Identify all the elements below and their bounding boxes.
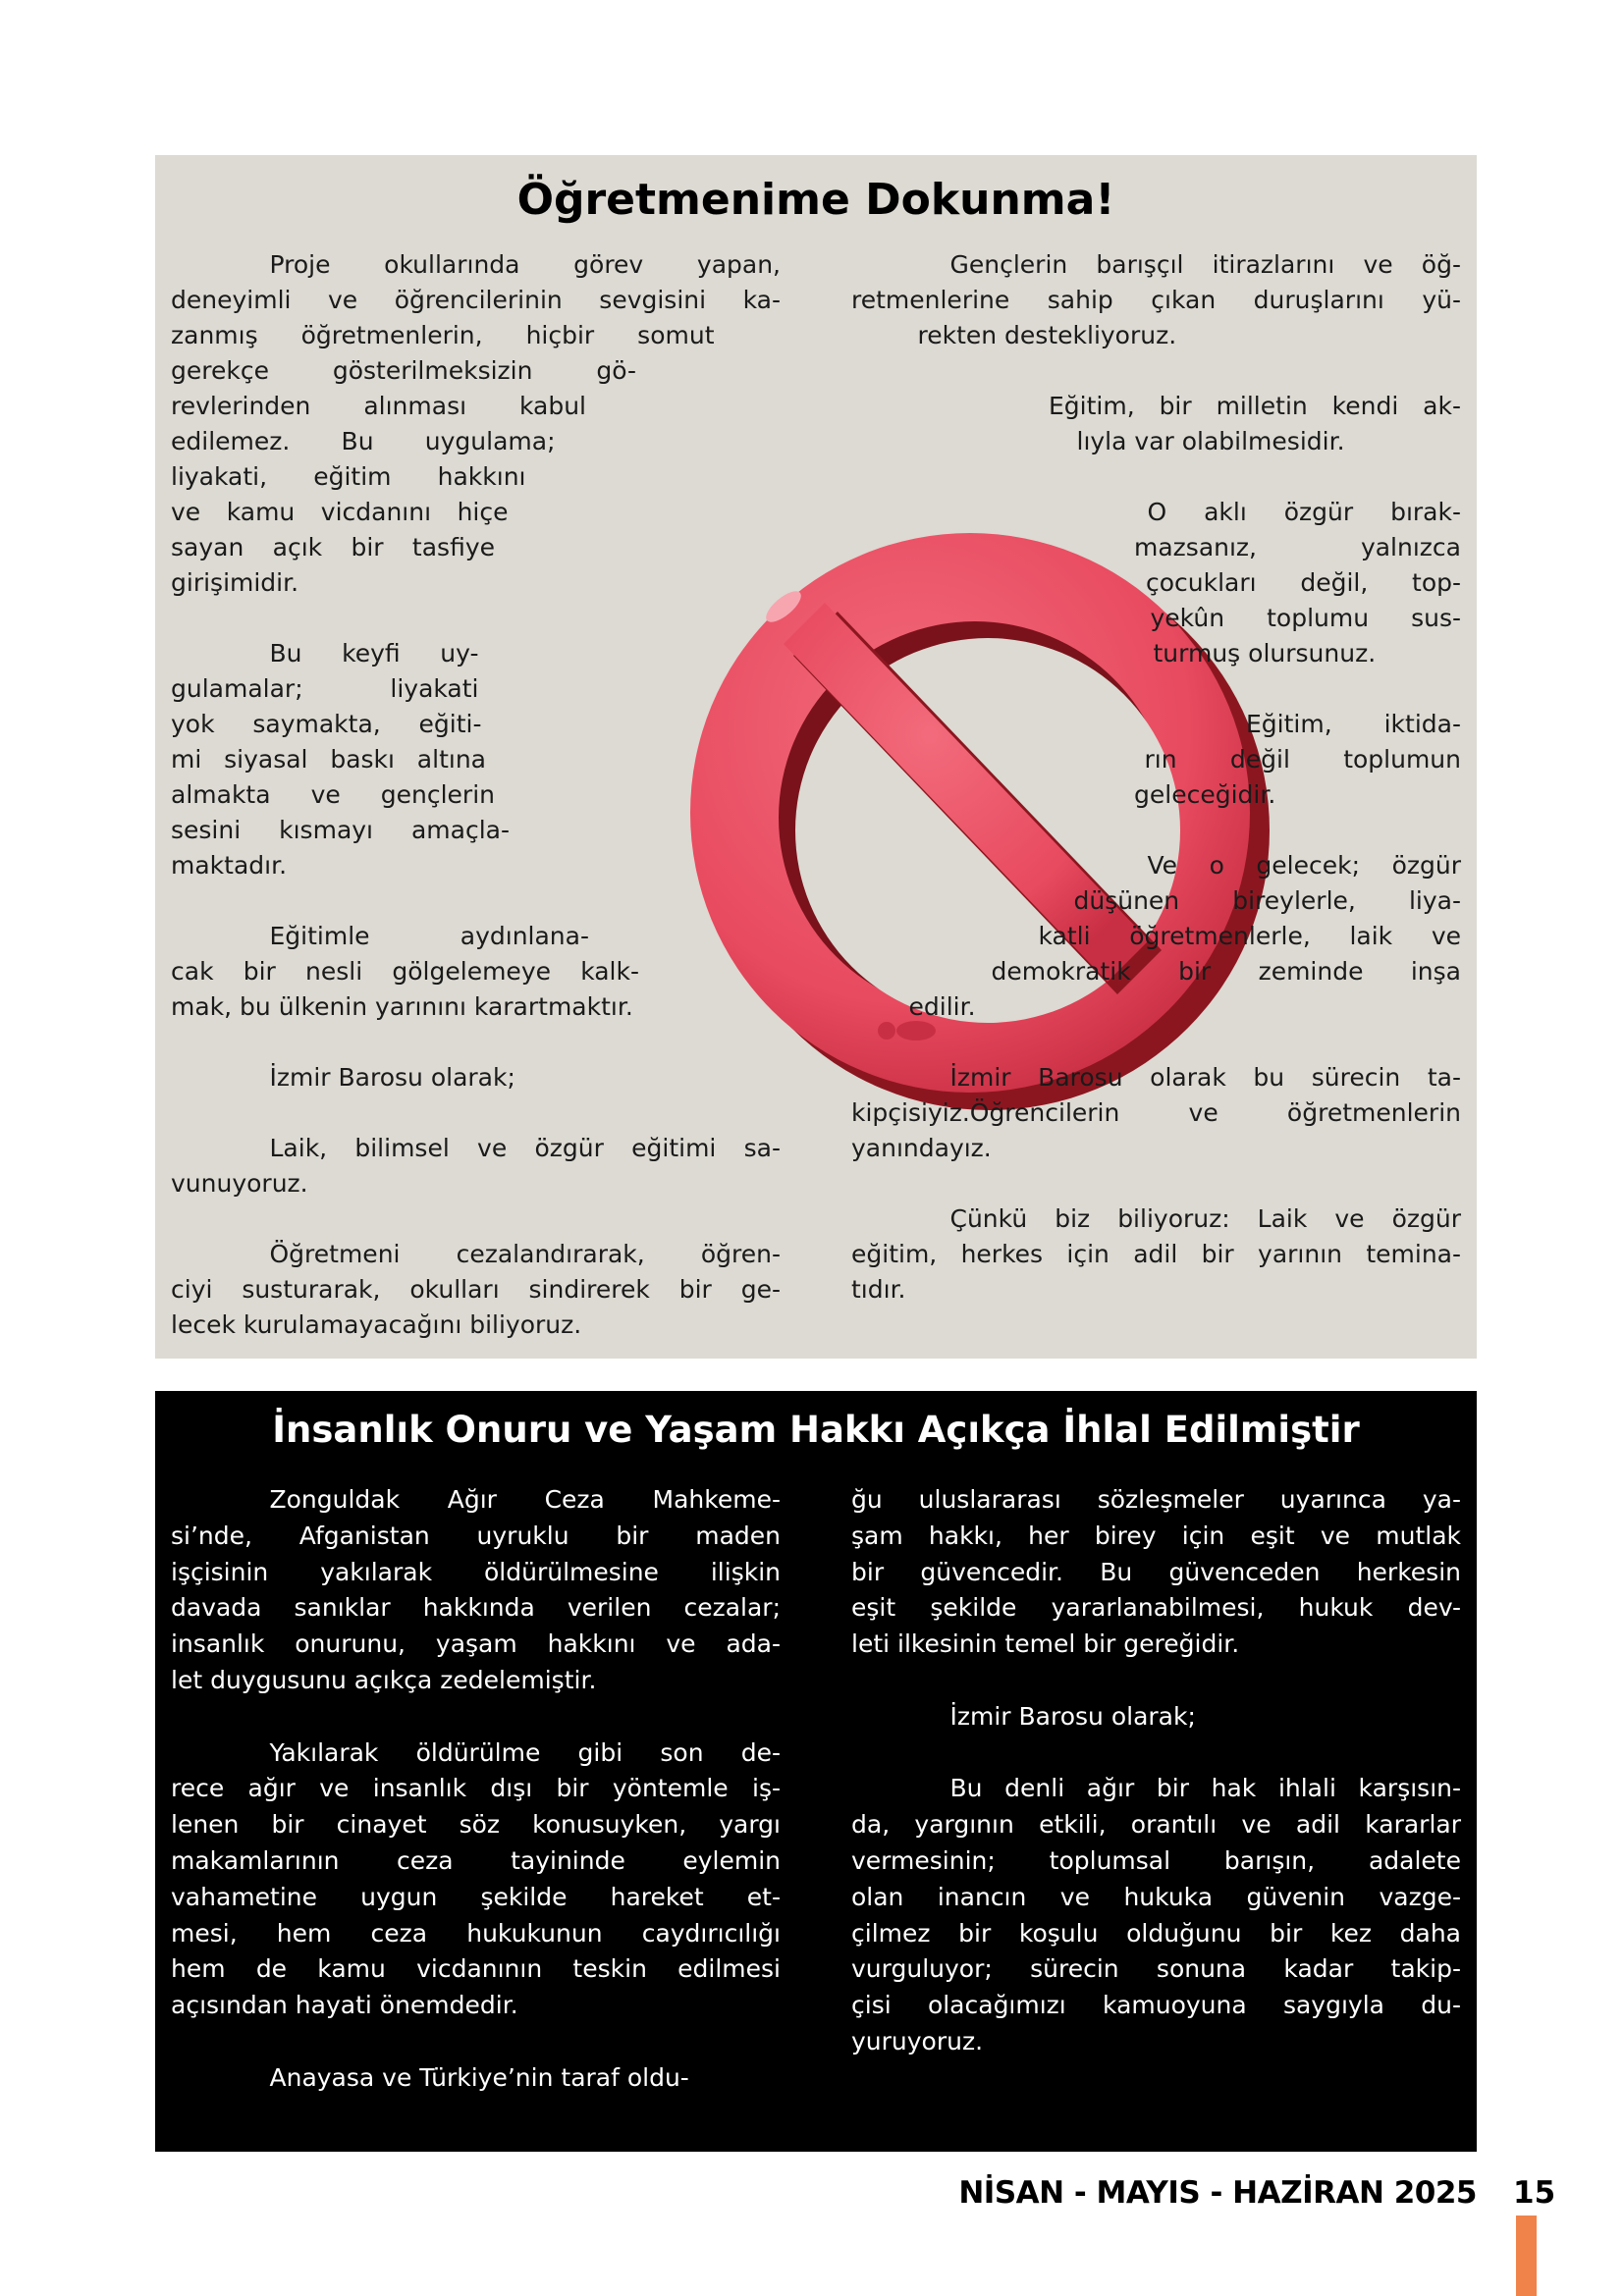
paragraph-line: insanlık onurunu, yaşam hakkını ve ada- xyxy=(171,1629,781,1659)
paragraph-line: eğitim, herkes için adil bir yarının temina- xyxy=(851,1240,1461,1268)
paragraph-line: girişimidir. xyxy=(171,568,299,597)
paragraph-line: edilemez. Bu uygulama; xyxy=(171,427,556,455)
paragraph-line: mazsanız, yalnızca xyxy=(1134,533,1461,561)
paragraph-line: mesi, hem ceza hukukunun caydırıcılığı xyxy=(171,1918,781,1948)
article-insanlik-onuru xyxy=(155,1391,1477,2152)
article-title: Öğretmenime Dokunma! xyxy=(516,175,1115,225)
paragraph-line: Öğretmeni cezalandırarak, öğren- xyxy=(269,1240,781,1268)
paragraph-line: katli öğretmenlerle, laik ve xyxy=(1038,922,1461,950)
page-number: 15 xyxy=(1513,2175,1556,2211)
paragraph-line: makamlarının ceza tayininde eylemin xyxy=(171,1846,781,1875)
paragraph-line: Eğitimle aydınlana- xyxy=(269,922,589,950)
paragraph-line: yok saymakta, eğiti- xyxy=(171,710,482,738)
paragraph-line: Çünkü biz biliyoruz: Laik ve özgür xyxy=(949,1204,1461,1233)
paragraph-line: tıdır. xyxy=(851,1275,906,1304)
article-ogretmenime-dokunma xyxy=(155,155,1477,1359)
paragraph-line: olan inancın ve hukuka güvenin vazge- xyxy=(851,1882,1461,1911)
paragraph-line: İzmir Barosu olarak; xyxy=(949,1701,1196,1731)
paragraph-line: O aklı özgür bırak- xyxy=(1147,498,1461,526)
paragraph-line: Anayasa ve Türkiye’nin taraf oldu- xyxy=(269,2062,689,2092)
paragraph-line: demokratik bir zeminde inşa xyxy=(991,957,1461,986)
paragraph-line: Zonguldak Ağır Ceza Mahkeme- xyxy=(269,1485,781,1514)
paragraph-line: lenen bir cinayet söz konusuyken, yargı xyxy=(171,1810,781,1840)
paragraph-line: Laik, bilimsel ve özgür eğitimi sa- xyxy=(269,1134,781,1162)
paragraph-line: leti ilkesinin temel bir gereğidir. xyxy=(851,1629,1240,1659)
paragraph-line: Gençlerin barışçıl itirazlarını ve öğ- xyxy=(949,250,1461,279)
paragraph-line: Bu keyfi uy- xyxy=(269,639,479,667)
issue-date: NİSAN - MAYIS - HAZİRAN 2025 xyxy=(958,2175,1477,2211)
paragraph-line: sesini kısmayı amaçla- xyxy=(171,816,510,844)
accent-bar xyxy=(1516,2216,1537,2296)
paragraph-line: Yakılarak öldürülme gibi son de- xyxy=(269,1737,781,1767)
paragraph-line: edilir. xyxy=(908,992,976,1021)
paragraph-line: Ve o gelecek; özgür xyxy=(1147,851,1461,880)
paragraph-line: turmuş olursunuz. xyxy=(1153,639,1377,667)
paragraph-line: açısından hayati önemdedir. xyxy=(171,1991,518,2020)
paragraph-line: kipçisiyiz.Öğrencilerin ve öğretmenlerin xyxy=(851,1098,1461,1127)
paragraph-line: bir güvencedir. Bu güvenceden herkesin xyxy=(851,1557,1461,1586)
paragraph-line: si’nde, Afganistan uyruklu bir maden xyxy=(171,1521,781,1550)
paragraph-line: cak bir nesli gölgelemeye kalk- xyxy=(171,957,639,986)
paragraph-line: da, yargının etkili, orantılı ve adil kararlar xyxy=(851,1810,1461,1840)
paragraph-line: Proje okullarında görev yapan, xyxy=(269,250,781,279)
paragraph-line: sayan açık bir tasfiye xyxy=(171,533,495,561)
paragraph-line: ve kamu vicdanını hiçe xyxy=(171,498,509,526)
paragraph-line: hem de kamu vicdanının teskin edilmesi xyxy=(171,1954,781,1984)
paragraph-line: Bu denli ağır bir hak ihlali karşısın- xyxy=(949,1774,1461,1803)
paragraph-line: revlerinden alınması kabul xyxy=(171,392,586,420)
paragraph-line: rekten destekliyoruz. xyxy=(917,321,1177,349)
paragraph-line: lıyla var olabilmesidir. xyxy=(1076,427,1345,455)
paragraph-line: davada sanıklar hakkında verilen cezalar; xyxy=(171,1593,781,1623)
paragraph-line: deneyimli ve öğrencilerinin sevgisini ka- xyxy=(171,286,781,314)
paragraph-line: gerekçe gösterilmeksizin gö- xyxy=(171,356,636,385)
paragraph-line: yanındayız. xyxy=(851,1134,992,1162)
paragraph-line: çisi olacağımızı kamuoyuna saygıyla du- xyxy=(851,1991,1461,2020)
paragraph-line: gulamalar; liyakati xyxy=(171,674,479,703)
paragraph-line: mi siyasal baskı altına xyxy=(171,745,486,774)
paragraph-line: liyakati, eğitim hakkını xyxy=(171,462,526,491)
paragraph-line: let duygusunu açıkça zedelemiştir. xyxy=(171,1666,597,1694)
paragraph-line: ğu uluslararası sözleşmeler uyarınca ya- xyxy=(851,1485,1461,1514)
paragraph-line: rece ağır ve insanlık dışı bir yöntemle iş- xyxy=(171,1774,781,1803)
paragraph-line: vunuyoruz. xyxy=(171,1169,308,1198)
paragraph-line: eşit şekilde yararlanabilmesi, hukuk dev- xyxy=(851,1593,1461,1623)
paragraph-line: işçisinin yakılarak öldürülmesine ilişkin xyxy=(171,1557,781,1586)
paragraph-line: çilmez bir koşulu olduğunu bir kez daha xyxy=(851,1918,1461,1948)
paragraph-line: retmenlerine sahip çıkan duruşlarını yü- xyxy=(851,286,1461,314)
paragraph-line: yuruyoruz. xyxy=(851,2027,984,2056)
paragraph-line: mak, bu ülkenin yarınını karartmaktır. xyxy=(171,992,633,1021)
paragraph-line: Eğitim, iktida- xyxy=(1246,710,1461,738)
paragraph-line: şam hakkı, her birey için eşit ve mutlak xyxy=(851,1521,1461,1550)
paragraph-line: almakta ve gençlerin xyxy=(171,780,495,809)
paragraph-line: Eğitim, bir milletin kendi ak- xyxy=(1049,392,1461,420)
paragraph-line: ciyi susturarak, okulları sindirerek bir ge- xyxy=(171,1275,781,1304)
paragraph-line: maktadır. xyxy=(171,851,288,880)
paragraph-line: düşünen bireylerle, liya- xyxy=(1073,886,1461,915)
paragraph-line: zanmış öğretmenlerin, hiçbir somut xyxy=(171,321,715,349)
paragraph-line: rın değil toplumun xyxy=(1144,745,1461,774)
paragraph-line: vurguluyor; sürecin sonuna kadar takip- xyxy=(851,1954,1461,1984)
paragraph-line: çocukları değil, top- xyxy=(1146,568,1461,597)
paragraph-line: vermesinin; toplumsal barışın, adalete xyxy=(851,1846,1461,1875)
paragraph-line: İzmir Barosu olarak bu sürecin ta- xyxy=(949,1063,1461,1092)
paragraph-line: yekûn toplumu sus- xyxy=(1150,604,1461,632)
paragraph-line: lecek kurulamayacağını biliyoruz. xyxy=(171,1310,582,1339)
article-title: İnsanlık Onuru ve Yaşam Hakkı Açıkça İhlal Edilmiştir xyxy=(272,1409,1360,1451)
paragraph-line: İzmir Barosu olarak; xyxy=(269,1063,515,1092)
paragraph-line: vahametine uygun şekilde hareket et- xyxy=(171,1882,781,1911)
paragraph-line: geleceğidir. xyxy=(1134,780,1276,809)
